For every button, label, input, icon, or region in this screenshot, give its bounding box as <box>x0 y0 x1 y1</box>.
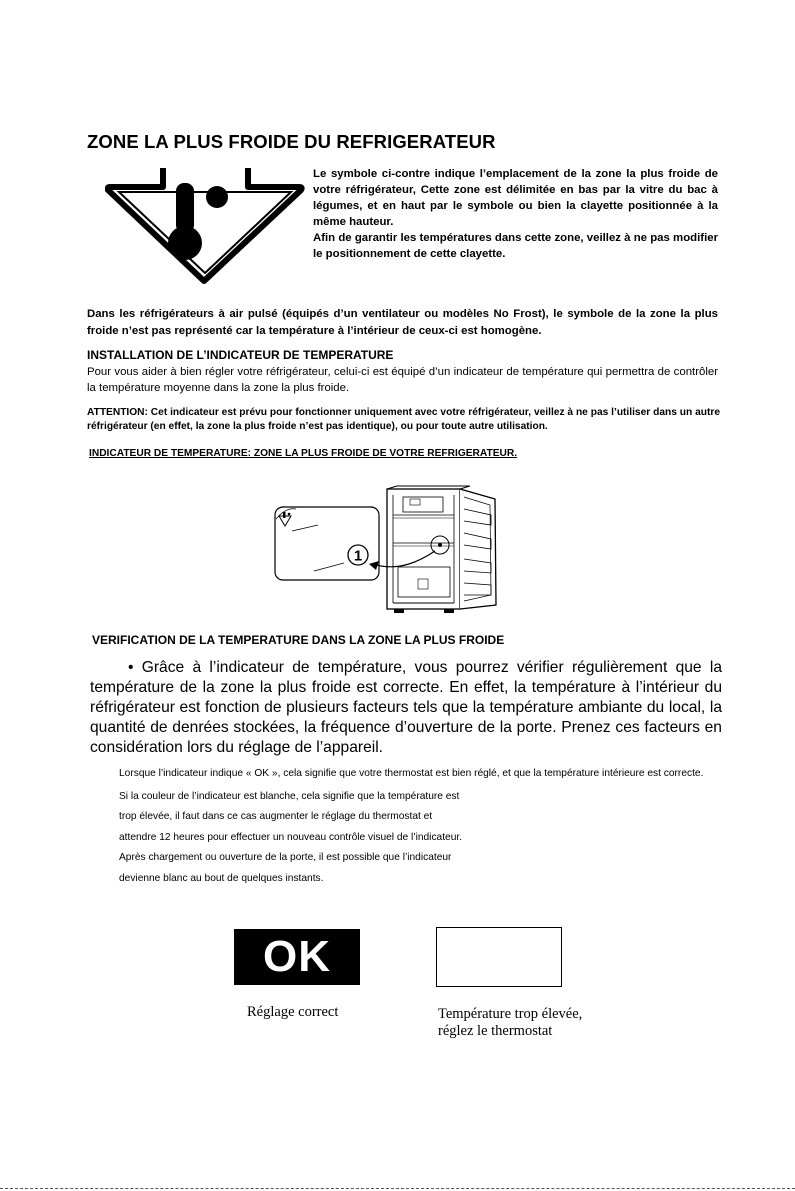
coldest-zone-symbol-icon <box>105 163 305 285</box>
callout-number: 1 <box>353 547 363 565</box>
page-divider <box>0 1188 795 1189</box>
ok-indicator <box>234 929 360 985</box>
indicator-notes <box>119 767 724 890</box>
intro-paragraph: Afin de garantir les températures dans cette zone, veillez à ne pas modifier le positionnement de cette clayette. <box>313 232 718 261</box>
list-item: Si la couleur de l’indicateur est blanche, cela signifie que la température est <box>119 790 460 802</box>
verification-title: VERIFICATION DE LA TEMPERATURE DANS LA ZONE LA PLUS FROIDE <box>92 633 505 647</box>
indicator-title: INDICATEUR DE TEMPERATURE: ZONE LA PLUS FROIDE DE VOTRE REFRIGERATEUR. <box>89 448 518 459</box>
intro-paragraph: Le symbole ci-contre indique l’emplacement de la zone la plus froide de votre réfrigérateur, Cette zone est délimitée en bas par la vitre du bac à légumes, et en haut par le symbole ou bien la clayette positionnée à la même hauteur. <box>313 168 718 229</box>
attention-note: ATTENTION: Cet indicateur est prévu pour fonctionner uniquement avec votre réfrigérateur, veillez à ne pas l’utiliser dans un autre réfrigérateur (en effet, la zone la plus froide n’est pas identique), ou pour toute autre utilisation. <box>87 407 720 432</box>
verification-body <box>90 658 722 758</box>
no-frost-note: Dans les réfrigérateurs à air pulsé (équipés d’un ventilateur ou modèles No Frost), le symbole de la zone la plus froide n’est pas représenté car la température à l’intérieur de ceux-ci est homogène. <box>87 308 718 337</box>
white-caption: Température trop élevée, réglez le thermostat <box>438 1006 583 1040</box>
verification-paragraph: • Grâce à l’indicateur de température, vous pourrez vérifier régulièrement que la température de la zone la plus froide est correcte. En effet, la température à l’intérieur du réfrigérateur est fonction de plusieurs facteurs tels que la température ambiante du local, la quantité de denrées stockées, la fréquence d’ouverture de la porte. Prenez ces facteurs en considération lors du réglage de l’appareil. <box>90 659 722 756</box>
installation-body: Pour vous aider à bien régler votre réfrigérateur, celui-ci est équipé d’un indicateur de température qui permettra de contrôler la température moyenne dans la zone la plus froide. <box>87 366 718 395</box>
ok-caption: Réglage correct <box>247 1004 339 1020</box>
list-item: Après chargement ou ouverture de la porte, il est possible que l’indicateur <box>119 852 452 864</box>
ok-label: OK <box>263 932 331 981</box>
page-title: ZONE LA PLUS FROIDE DU REFRIGERATEUR <box>87 131 496 152</box>
installation-title: INSTALLATION DE L’INDICATEUR DE TEMPERATURE <box>87 348 394 362</box>
list-item: trop élevée, il faut dans ce cas augmenter le réglage du thermostat et <box>119 811 433 823</box>
white-indicator <box>436 927 562 987</box>
list-item: attendre 12 heures pour effectuer un nouveau contrôle visuel de l’indicateur. <box>119 831 463 843</box>
list-item: Lorsque l’indicateur indique « OK », cela signifie que votre thermostat est bien réglé, et que la température intérieure est correcte. <box>119 768 704 779</box>
coldest-zone-intro <box>313 166 718 263</box>
fridge-diagram <box>270 485 520 620</box>
list-item: devienne blanc au bout de quelques instants. <box>119 872 324 884</box>
